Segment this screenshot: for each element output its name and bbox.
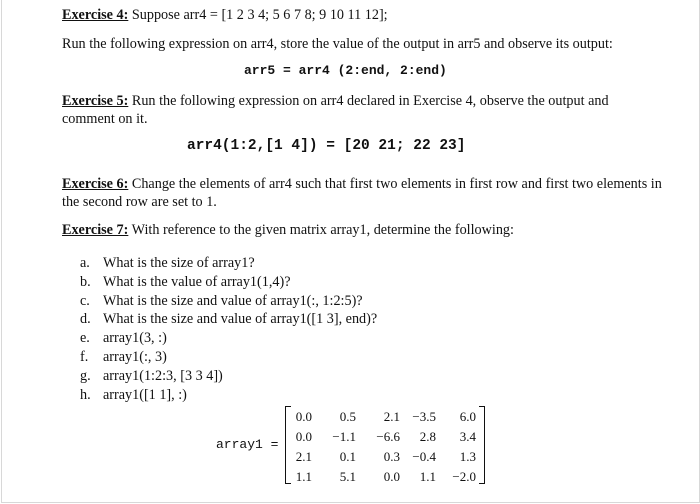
matrix-cell: 3.4 xyxy=(459,429,476,444)
question-text: What is the value of array1(1,4)? xyxy=(103,273,291,290)
exercise-6-heading xyxy=(62,175,662,211)
exercise-7-heading xyxy=(62,222,514,239)
exercise-4-text: Suppose arr4 = [1 2 3 4; 5 6 7 8; 9 10 11 12]; xyxy=(128,7,388,23)
exercise-4-heading xyxy=(62,7,388,24)
exercise-7-label: Exercise 7: xyxy=(62,222,129,238)
exercise-7-question-list xyxy=(80,254,377,404)
matrix-cell: 5.1 xyxy=(339,469,356,484)
question-text: What is the size and value of array1(:, 1:2:5)? xyxy=(103,292,363,309)
matrix-cell: 0.0 xyxy=(295,429,312,444)
exercise-5-code: arr4(1:2,[1 4]) = [20 21; 22 23] xyxy=(187,138,466,154)
matrix-cell: −1.1 xyxy=(332,429,356,444)
matrix-cell: −2.0 xyxy=(452,469,476,484)
question-text: array1([1 1], :) xyxy=(103,386,187,403)
question-text: array1(1:2:3, [3 3 4]) xyxy=(103,367,223,384)
question-item xyxy=(80,367,377,386)
matrix-cell: 0.0 xyxy=(383,469,400,484)
question-text: What is the size of array1? xyxy=(103,255,255,271)
question-marker: d. xyxy=(80,311,91,328)
question-item xyxy=(80,386,377,405)
question-marker: f. xyxy=(80,348,89,365)
matrix-cell: −3.5 xyxy=(412,409,436,424)
question-item xyxy=(80,254,377,273)
question-text: array1(:, 3) xyxy=(103,348,167,365)
exercise-5-heading xyxy=(62,92,662,128)
matrix-cell: 0.1 xyxy=(339,449,356,464)
matrix-cell: −0.4 xyxy=(412,449,436,464)
matrix-cell: −6.6 xyxy=(376,429,400,444)
question-text: array1(3, :) xyxy=(103,330,167,347)
question-item xyxy=(80,329,377,348)
question-item xyxy=(80,273,377,292)
exercise-4-label: Exercise 4: xyxy=(62,7,129,23)
question-item xyxy=(80,310,377,329)
matrix-label: array1 = xyxy=(216,437,279,452)
question-item xyxy=(80,348,377,367)
matrix-cell: 1.1 xyxy=(295,469,312,484)
question-marker: a. xyxy=(80,255,90,271)
matrix-cell: 2.1 xyxy=(295,449,312,464)
question-marker: b. xyxy=(80,273,91,290)
exercise-4-code: arr5 = arr4 (2:end, 2:end) xyxy=(244,63,447,78)
question-marker: g. xyxy=(80,367,91,384)
exercise-5-text: Run the following expression on arr4 declared in Exercise 4, observe the output and comment on it. xyxy=(62,93,609,127)
exercise-7-text: With reference to the given matrix array1, determine the following: xyxy=(128,222,514,238)
matrix-cell: 0.0 xyxy=(295,409,312,424)
matrix-cell: 1.3 xyxy=(459,449,476,464)
question-marker: e. xyxy=(80,330,90,347)
question-marker: c. xyxy=(80,292,90,309)
question-marker: h. xyxy=(80,386,91,403)
matrix-cell: 1.1 xyxy=(419,469,436,484)
question-item xyxy=(80,292,377,311)
exercise-4-instruction: Run the following expression on arr4, store the value of the output in arr5 and observe its output: xyxy=(62,36,613,52)
exercise-5-label: Exercise 5: xyxy=(62,93,129,109)
matrix-cell: 0.3 xyxy=(383,449,400,464)
matrix-cell: 0.5 xyxy=(339,409,356,424)
matrix-cell: 6.0 xyxy=(459,409,476,424)
matrix-cell: 2.1 xyxy=(383,409,400,424)
exercise-6-label: Exercise 6: xyxy=(62,176,129,192)
matrix-cell: 2.8 xyxy=(419,429,436,444)
question-text: What is the size and value of array1([1 3], end)? xyxy=(103,311,378,328)
matrix-right-bracket xyxy=(479,406,485,484)
exercise-6-text: Change the elements of arr4 such that first two elements in first row and first two elements in the second row are set to 1. xyxy=(62,176,662,210)
